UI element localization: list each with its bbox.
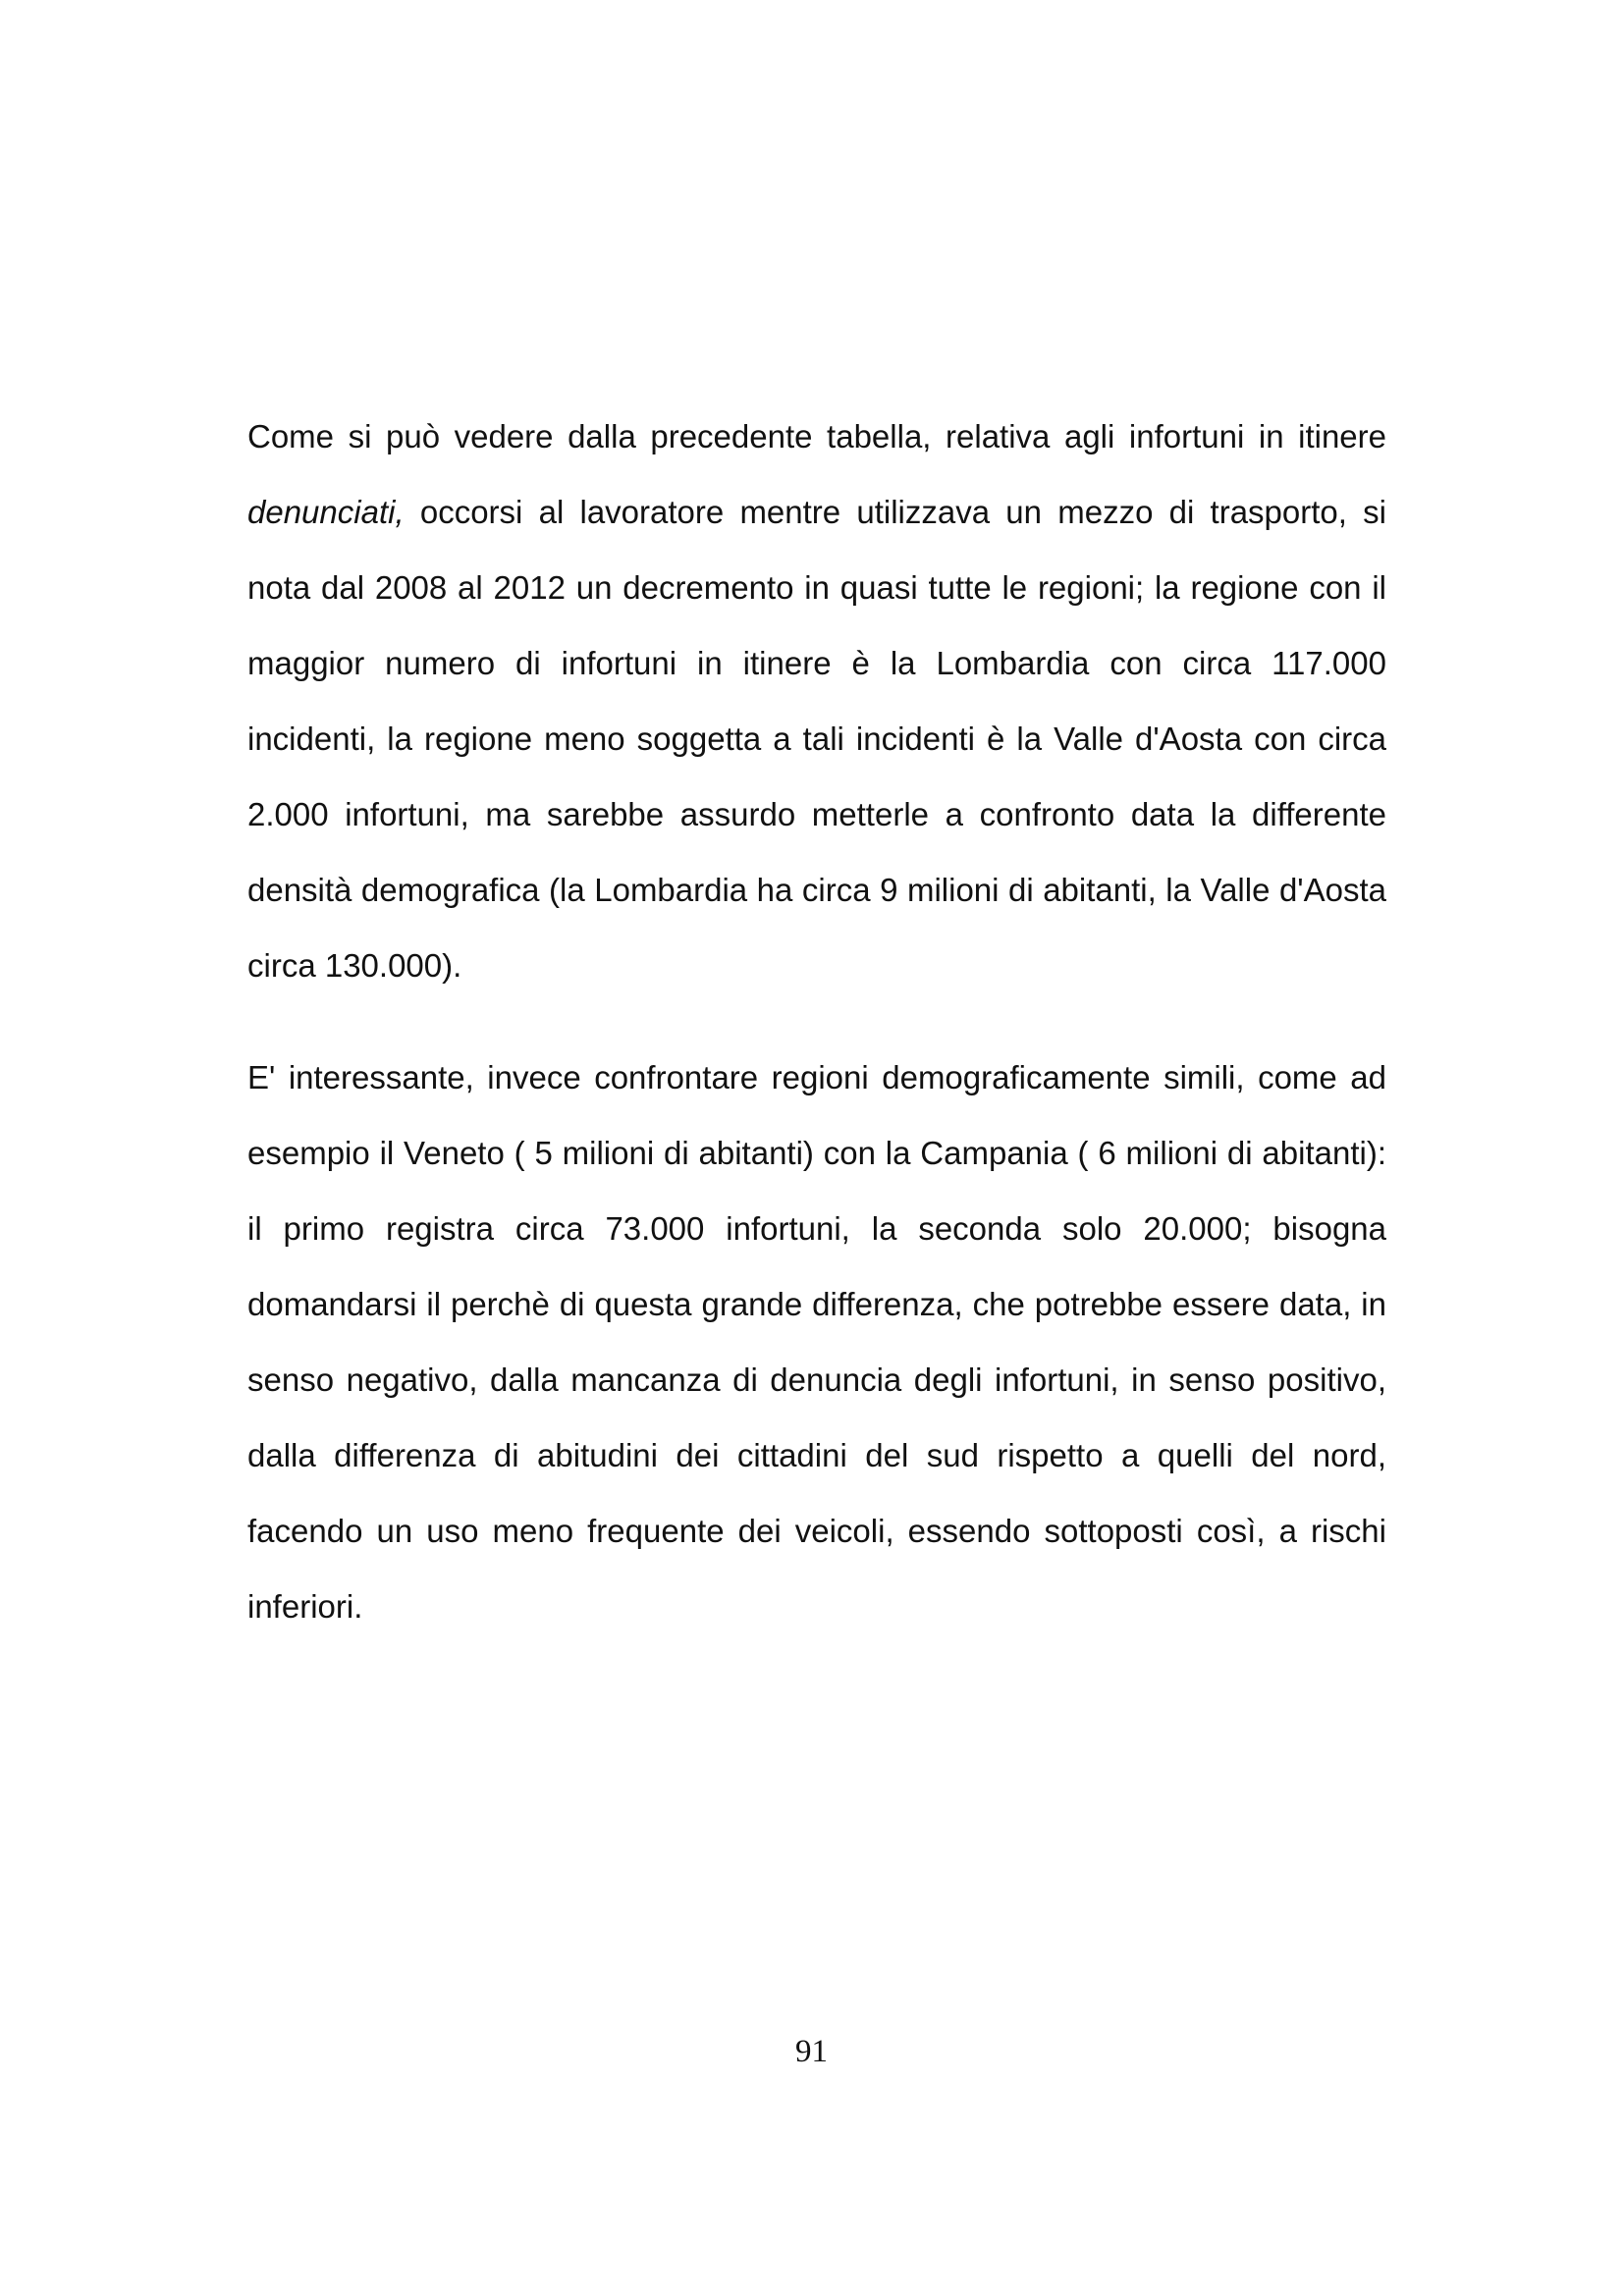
paragraph-1-italic-term: denunciati,: [247, 494, 405, 530]
paragraph-2: E' interessante, invece confrontare regioni demograficamente simili, come ad esempio il Veneto ( 5 milioni di abitanti) con la Campania ( 6 milioni di abitanti): il primo registra circa 73.000 infortuni, la seconda solo 20.000; bisogna domandarsi il perchè di questa grande differenza, che potrebbe essere data, in senso negativo, dalla mancanza di denuncia degli infortuni, in senso positivo, dalla differenza di abitudini dei cittadini del sud rispetto a quelli del nord, facendo un uso meno frequente dei veicoli, essendo sottoposti così, a rischi inferiori.: [247, 1059, 1386, 1625]
page-number: 91: [795, 2034, 828, 2069]
paragraph-1-rest: occorsi al lavoratore mentre utilizzava un mezzo di trasporto, si nota dal 2008 al 2012 un decremento in quasi tutte le regioni; la regione con il maggior numero di infortuni in itinere è la Lombardia con circa 117.000 incidenti, la regione meno soggetta a tali incidenti è la Valle d'Aosta con circa 2.000 infortuni, ma sarebbe assurdo metterle a confronto data la differente densità demografica (la Lombardia ha circa 9 milioni di abitanti, la Valle d'Aosta circa 130.000).: [247, 494, 1386, 984]
paragraph-1: [247, 399, 1386, 1003]
paragraph-1-start: Come si può vedere dalla precedente tabella, relativa agli infortuni in itinere: [247, 418, 1386, 454]
